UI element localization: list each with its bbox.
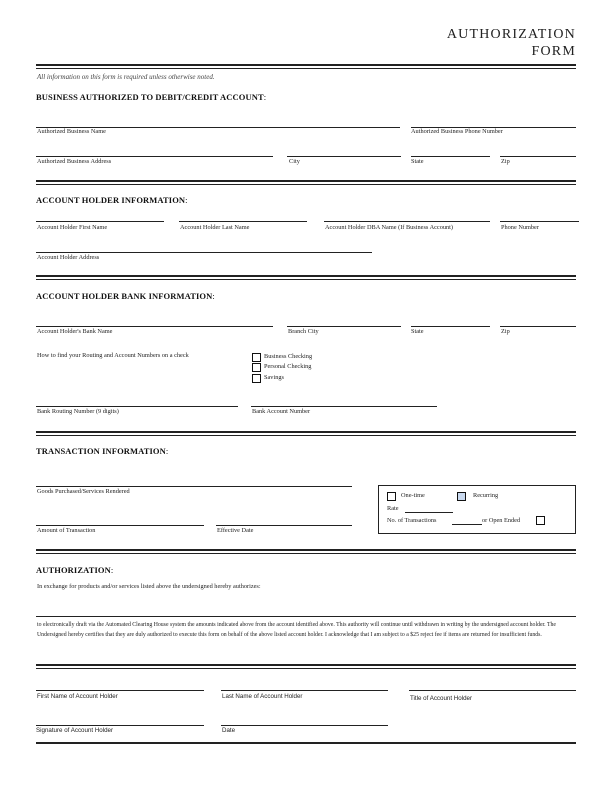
footer-divider — [36, 742, 576, 744]
recurring-checkbox[interactable] — [457, 492, 466, 501]
required-note: All information on this form is required unless otherwise noted. — [37, 73, 215, 81]
one-time-label: One-time — [401, 492, 425, 499]
holder-dba-input[interactable] — [324, 221, 490, 222]
effective-date-input[interactable] — [216, 525, 352, 526]
open-ended-label: or Open Ended — [482, 517, 521, 524]
business-city-label: City — [289, 158, 300, 165]
rate-input[interactable] — [405, 512, 453, 513]
routing-number-input[interactable] — [36, 406, 238, 407]
business-phone-label: Authorized Business Phone Number — [411, 128, 503, 135]
signer-first-name-input[interactable] — [36, 690, 204, 691]
num-transactions-label: No. of Transactions — [387, 517, 437, 524]
transaction-amount-input[interactable] — [36, 525, 204, 526]
bank-zip-input[interactable] — [500, 326, 576, 327]
account-number-label: Bank Account Number — [252, 408, 311, 415]
authorized-party-input[interactable] — [36, 616, 576, 617]
sign-date-input[interactable] — [221, 725, 388, 726]
business-name-label: Authorized Business Name — [37, 128, 106, 135]
holder-section-heading: ACCOUNT HOLDER INFORMATION: — [36, 195, 188, 205]
branch-city-input[interactable] — [287, 326, 401, 327]
holder-dba-label: Account Holder DBA Name (If Business Account) — [325, 224, 454, 231]
transaction-section-heading: TRANSACTION INFORMATION: — [36, 446, 169, 456]
section-divider — [36, 431, 576, 436]
savings-label: Savings — [264, 374, 284, 381]
holder-first-name-label: Account Holder First Name — [37, 224, 108, 231]
personal-checking-checkbox[interactable] — [252, 363, 261, 372]
personal-checking-label: Personal Checking — [264, 363, 312, 370]
authorization-intro: In exchange for products and/or services listed above the undersigned hereby authorizes: — [37, 583, 261, 590]
business-zip-input[interactable] — [500, 156, 576, 157]
holder-last-name-input[interactable] — [179, 221, 307, 222]
holder-first-name-input[interactable] — [36, 221, 164, 222]
section-divider — [36, 549, 576, 554]
routing-number-label: Bank Routing Number (9 digits) — [37, 408, 119, 415]
open-ended-checkbox[interactable] — [536, 516, 545, 525]
goods-services-input[interactable] — [36, 486, 352, 487]
business-checking-checkbox[interactable] — [252, 353, 261, 362]
signature-input[interactable] — [36, 725, 204, 726]
account-number-input[interactable] — [251, 406, 437, 407]
goods-services-label: Goods Purchased/Services Rendered — [37, 488, 130, 495]
holder-phone-label: Phone Number — [501, 224, 539, 231]
one-time-checkbox[interactable] — [387, 492, 396, 501]
holder-last-name-label: Account Holder Last Name — [180, 224, 250, 231]
signer-last-name-label: Last Name of Account Holder — [222, 693, 303, 700]
holder-phone-input[interactable] — [500, 221, 579, 222]
holder-address-label: Account Holder Address — [37, 254, 100, 261]
authorization-section-heading: AUTHORIZATION: — [36, 565, 114, 575]
rate-label: Rate — [387, 505, 399, 512]
header-divider — [36, 64, 576, 69]
signature-label: Signature of Account Holder — [36, 727, 114, 734]
form-title-line1: AUTHORIZATION — [446, 27, 576, 42]
section-divider — [36, 275, 576, 280]
section-divider — [36, 664, 576, 669]
bank-zip-label: Zip — [501, 328, 510, 335]
form-title-line2: FORM — [531, 44, 576, 59]
recurring-label: Recurring — [473, 492, 499, 499]
holder-address-input[interactable] — [36, 252, 372, 253]
savings-checkbox[interactable] — [252, 374, 261, 383]
signer-last-name-input[interactable] — [221, 690, 388, 691]
bank-name-label: Account Holder's Bank Name — [37, 328, 113, 335]
authorization-terms: to electronically draft via the Automated Clearing House system the amounts indicated above from the account identified above. This authority will continue until withdrawn in writing by the undersigned account holder. The Undersigned hereby certifies that they are duly authorized to execute this form on behalf of the above listed account holder. I acknowledge that I am subject to a $25 reject fee if items are returned for insufficient funds. — [37, 622, 556, 638]
bank-name-input[interactable] — [36, 326, 273, 327]
signer-title-input[interactable] — [409, 690, 576, 691]
transaction-amount-label: Amount of Transaction — [37, 527, 96, 534]
business-city-input[interactable] — [287, 156, 401, 157]
sign-date-label: Date — [222, 727, 236, 734]
business-state-input[interactable] — [411, 156, 490, 157]
business-checking-label: Business Checking — [264, 353, 313, 360]
section-divider — [36, 180, 576, 185]
business-zip-label: Zip — [501, 158, 510, 165]
routing-help-link[interactable]: How to find your Routing and Account Numbers on a check — [37, 352, 189, 359]
signer-first-name-label: First Name of Account Holder — [37, 693, 118, 700]
bank-state-input[interactable] — [411, 326, 490, 327]
effective-date-label: Effective Date — [217, 527, 254, 534]
business-address-label: Authorized Business Address — [37, 158, 112, 165]
bank-state-label: State — [411, 328, 424, 335]
branch-city-label: Branch City — [288, 328, 319, 335]
num-transactions-input[interactable] — [452, 524, 482, 525]
signer-title-label: Title of Account Holder — [410, 695, 473, 702]
bank-section-heading: ACCOUNT HOLDER BANK INFORMATION: — [36, 291, 215, 301]
business-address-input[interactable] — [36, 156, 273, 157]
business-section-heading: BUSINESS AUTHORIZED TO DEBIT/CREDIT ACCOUNT: — [36, 92, 267, 102]
business-state-label: State — [411, 158, 424, 165]
